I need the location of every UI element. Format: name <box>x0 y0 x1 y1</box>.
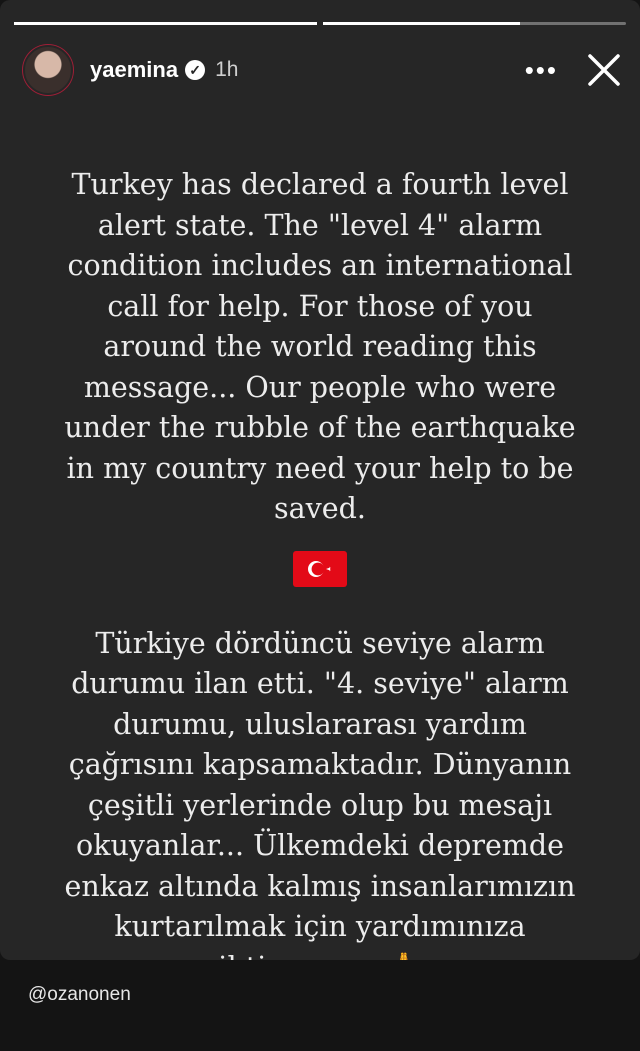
turkey-flag-emoji <box>293 551 347 587</box>
progress-segment-2 <box>323 22 626 25</box>
story-footer <box>0 960 640 1051</box>
username[interactable]: yaemina <box>90 57 179 82</box>
verified-badge-icon: ✓ <box>185 60 205 80</box>
more-options-icon[interactable]: ••• <box>524 55 558 85</box>
message-turkish: Türkiye dördüncü seviye alarm durumu ilan etti. "4. seviye" alarm durumu, uluslararası yardım çağrısını kapsamaktadır. Dünyanın çeşitli yerlerinde olup bu mesajı okuyanlar... Ülkemdeki depremde enkaz altında kalmış insanlarımızın kurtarılmak için yardımınıza <box>40 624 600 989</box>
message-english: Turkey has declared a fourth level alert state. The "level 4" alarm condition includes an international call for help. For those of you around the world reading this message... Our people who were under the rubble of the earthquake in my country need your help to be saved. <box>64 168 576 525</box>
story-text-content <box>40 165 600 988</box>
avatar[interactable] <box>22 44 74 96</box>
mention-tag[interactable]: @ozanonen <box>28 984 131 1005</box>
progress-segment-1 <box>14 22 317 25</box>
post-time: 1h <box>215 58 239 81</box>
close-icon[interactable] <box>586 52 622 88</box>
story-progress-bar <box>14 22 626 25</box>
story-header <box>22 44 622 96</box>
